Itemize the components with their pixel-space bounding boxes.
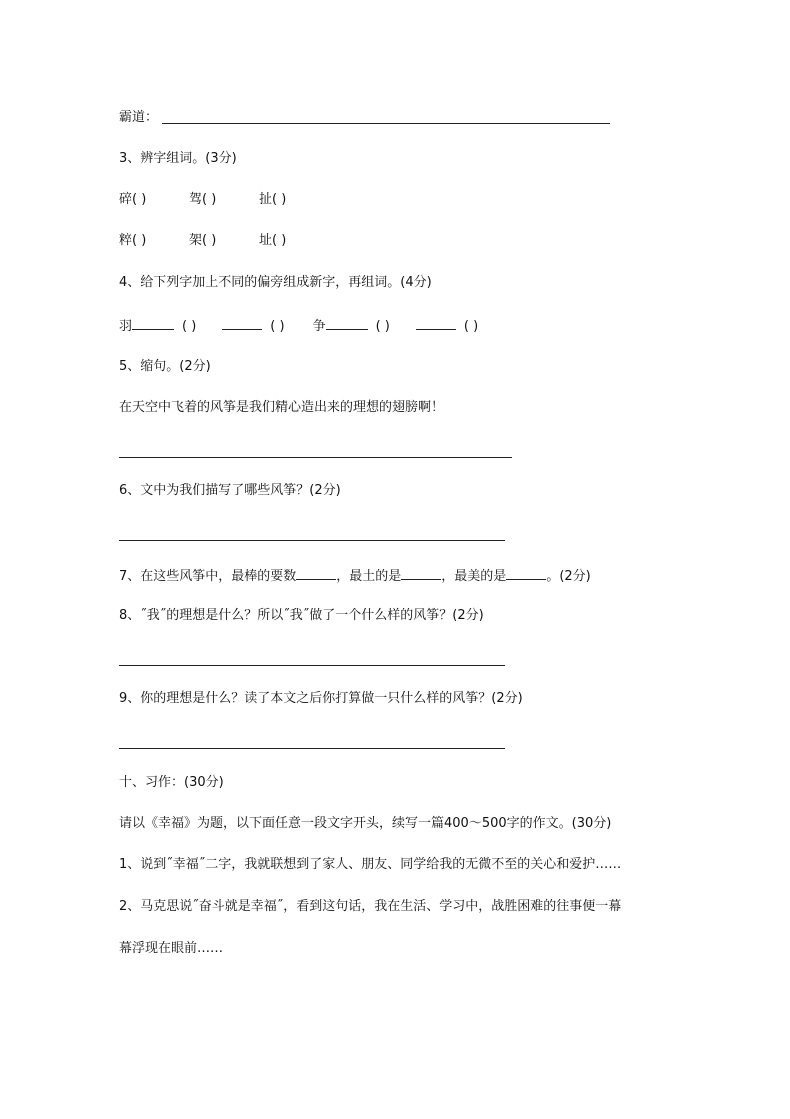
- q4-blank[interactable]: [326, 316, 368, 330]
- badao-line: [119, 109, 158, 127]
- q3-row-2: [119, 232, 286, 250]
- q7-blank-plain[interactable]: [401, 566, 441, 580]
- q3-item[interactable]: 驾( ): [189, 192, 217, 207]
- q4-blank[interactable]: [132, 316, 174, 330]
- q4-title: 4、给下列字加上不同的偏旁组成新字，再组词。(4分): [119, 275, 432, 290]
- q4-char-2: 争: [312, 319, 326, 334]
- badao-answer-line[interactable]: [162, 123, 610, 124]
- q3-item[interactable]: 碎( ): [119, 192, 147, 207]
- q4-blank[interactable]: [416, 316, 456, 330]
- q4-blank[interactable]: [222, 316, 262, 330]
- q6-title: 6、文中为我们描写了哪些风筝？(2分): [119, 483, 341, 498]
- section10-prompt: 请以《幸福》为题，以下面任意一段文字开头，续写一篇400～500字的作文。(30分): [119, 816, 612, 831]
- q9-answer-line[interactable]: [119, 748, 505, 749]
- q7-text-2: ，最土的是: [336, 569, 402, 584]
- q3-item[interactable]: 粹( ): [119, 233, 147, 248]
- q7-blank-best[interactable]: [296, 566, 336, 580]
- q5-answer-line[interactable]: [119, 457, 512, 458]
- section10-option-2-cont: 幕浮现在眼前……: [119, 941, 224, 956]
- section10-title: 十、习作：(30分): [119, 775, 224, 790]
- q7-line: [119, 566, 591, 586]
- q7-blank-beautiful[interactable]: [506, 566, 546, 580]
- q8-answer-line[interactable]: [119, 665, 505, 666]
- q3-item[interactable]: 址( ): [259, 233, 287, 248]
- q3-title: 3、辨字组词。(3分): [119, 151, 237, 166]
- q5-title: 5、缩句。(2分): [119, 359, 211, 374]
- q4-paren[interactable]: ( ): [270, 319, 285, 334]
- q4-char-1: 羽: [119, 319, 133, 334]
- q5-sentence: 在天空中飞着的风筝是我们精心造出来的理想的翅膀啊！: [119, 400, 445, 415]
- q7-text-3: ，最美的是: [441, 569, 507, 584]
- q4-paren[interactable]: ( ): [463, 319, 479, 334]
- q6-answer-line[interactable]: [119, 540, 505, 541]
- q4-row: [119, 316, 478, 336]
- q3-item[interactable]: 架( ): [189, 233, 217, 248]
- badao-label: 霸道：: [119, 110, 159, 125]
- q7-text-4: 。(2分): [546, 569, 591, 584]
- q4-paren[interactable]: ( ): [375, 319, 390, 334]
- section10-option-1: 1、说到˝幸福˝二字，我就联想到了家人、朋友、同学给我的无微不至的关心和爱护……: [119, 857, 622, 872]
- q9-title: 9、你的理想是什么？读了本文之后你打算做一只什么样的风筝？(2分): [119, 691, 523, 706]
- q4-paren[interactable]: ( ): [182, 319, 197, 334]
- q7-text-1: 7、在这些风筝中，最棒的要数: [119, 569, 297, 584]
- q3-row-1: [119, 191, 286, 209]
- q3-item[interactable]: 扯( ): [259, 192, 287, 207]
- q8-title: 8、˝我˝的理想是什么？所以˝我˝做了一个什么样的风筝？(2分): [119, 608, 484, 623]
- section10-option-2: 2、马克思说˝奋斗就是幸福˝，看到这句话，我在生活、学习中，战胜困难的往事便一幕: [119, 899, 622, 914]
